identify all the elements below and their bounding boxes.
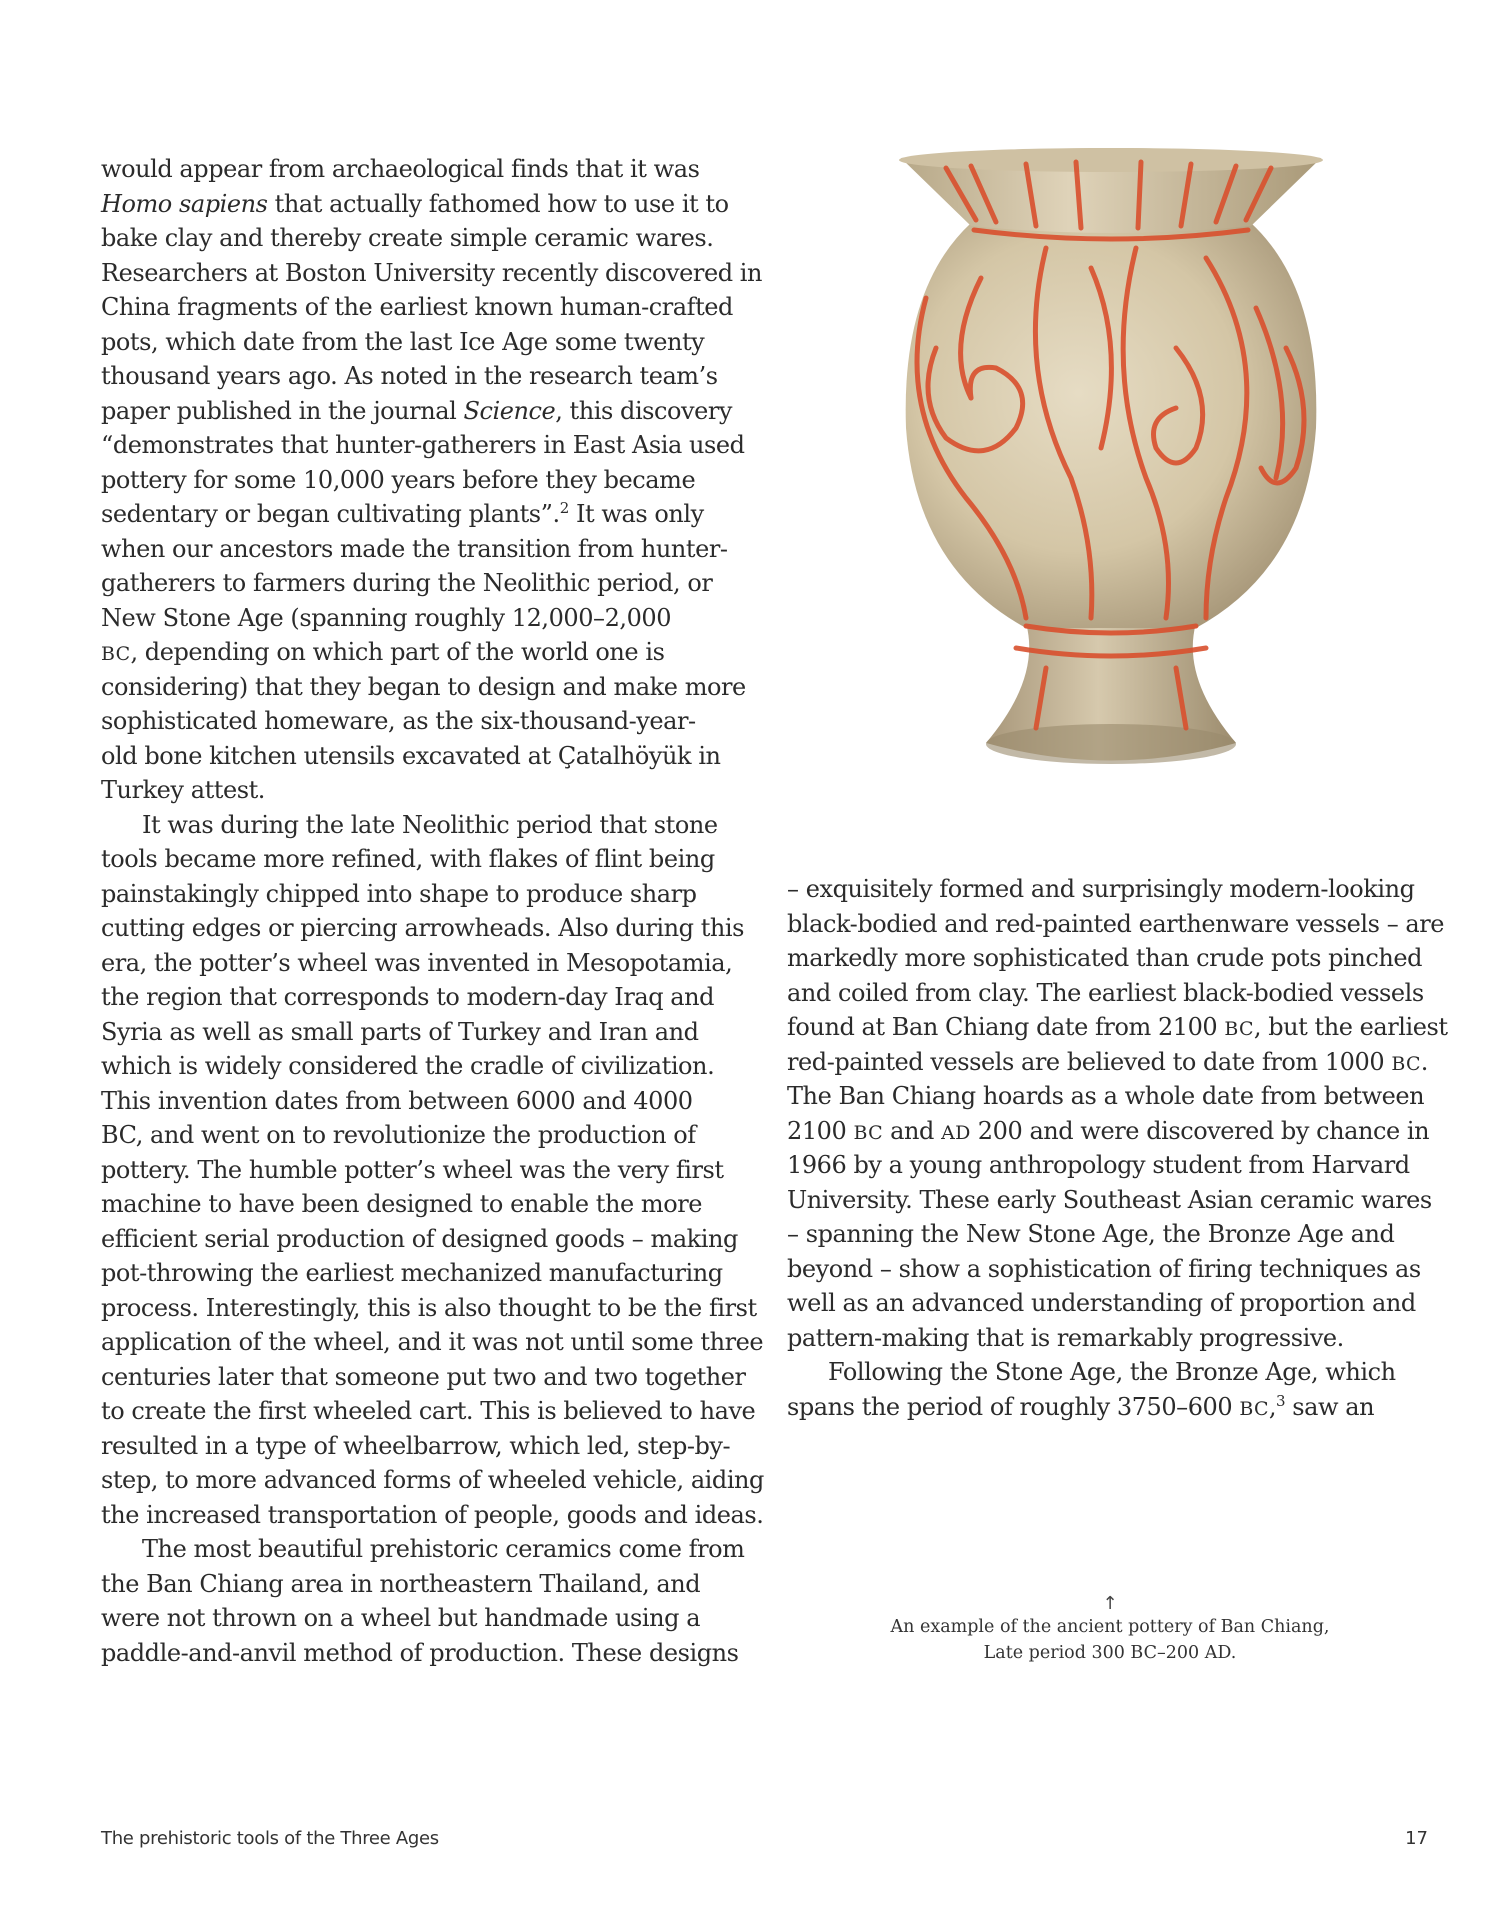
left-column: [101, 152, 764, 1670]
text-line: well as an advanced understanding of proportion and: [787, 1289, 1416, 1317]
text-line: BC, and went on to revolutionize the production of: [101, 1121, 696, 1149]
text-line: paddle-and-anvil method of production. These designs: [101, 1638, 739, 1667]
caption-line: An example of the ancient pottery of Ban Chiang,: [890, 1617, 1330, 1637]
text-line: 1966 by a young anthropology student from Harvard: [787, 1151, 1410, 1179]
text-line: red-painted vessels are believed to date from 1000 BC.: [787, 1047, 1428, 1076]
pot-body: [906, 223, 1317, 628]
text-line: pots, which date from the last Ice Age some twenty: [101, 327, 705, 356]
text-line: “demonstrates that hunter-gatherers in East Asia used: [101, 431, 745, 459]
text-line: which is widely considered the cradle of civilization.: [101, 1052, 715, 1080]
text-line: bake clay and thereby create simple ceramic wares.: [101, 224, 714, 252]
text-line: The Ban Chiang hoards as a whole date from between: [787, 1082, 1425, 1110]
text-line: the increased transportation of people, goods and ideas.: [101, 1500, 764, 1529]
text-line: considering) that they began to design and make more: [101, 672, 746, 701]
text-line: the region that corresponds to modern-day Iraq and: [101, 983, 715, 1011]
footnote-ref: 2: [559, 499, 569, 517]
journal-title: Science: [463, 396, 556, 425]
text-line: sophisticated homeware, as the six-thousand-year-: [101, 707, 696, 735]
text-line: would appear from archaeological finds that it was: [101, 155, 700, 183]
text-line: pot-throwing the earliest mechanized manufacturing: [101, 1259, 723, 1287]
text-line: It was during the late Neolithic period that stone: [142, 810, 718, 839]
text-line: gatherers to farmers during the Neolithic period, or: [101, 569, 713, 597]
text-line: to create the first wheeled cart. This is believed to have: [101, 1397, 756, 1425]
text-line: thousand years ago. As noted in the research team’s: [101, 362, 718, 390]
text-line: found at Ban Chiang date from 2100 BC, but the earliest: [787, 1013, 1448, 1041]
text-line: Homo sapiens that actually fathomed how to use it to: [101, 189, 729, 218]
text-line: markedly more sophisticated than crude pots pinched: [787, 944, 1422, 972]
text-line: BC, depending on which part of the world one is: [101, 638, 665, 666]
text-line: cutting edges or piercing arrowheads. Also during this: [101, 914, 744, 942]
text-line: machine to have been designed to enable the more: [101, 1190, 703, 1218]
ban-chiang-pot-figure: [876, 148, 1346, 788]
text-line: tools became more refined, with flakes of flint being: [101, 845, 715, 873]
text-line: sedentary or began cultivating plants”.$^2$ It was only: [101, 499, 704, 528]
page-number: 17: [1405, 1828, 1428, 1849]
text-line: when our ancestors made the transition from hunter-: [101, 534, 728, 563]
text-line: resulted in a type of wheelbarrow, which led, step-by-: [101, 1431, 731, 1460]
arrow-up-icon: ↑: [1102, 1593, 1118, 1614]
text-line: – exquisitely formed and surprisingly modern-looking: [787, 875, 1415, 903]
text-line: process. Interestingly, this is also thought to be the first: [101, 1293, 757, 1322]
text-line: painstakingly chipped into shape to produce sharp: [101, 879, 697, 908]
text-line: paper published in the journal Science, this discovery: [101, 396, 733, 425]
text-line: The most beautiful prehistoric ceramics come from: [142, 1535, 745, 1563]
footnote-ref: 3: [1276, 1391, 1286, 1410]
text-line: were not thrown on a wheel but handmade using a: [101, 1604, 701, 1632]
text-line: New Stone Age (spanning roughly 12,000–2,000: [101, 603, 672, 632]
text-line: Turkey attest.: [101, 776, 265, 804]
text-line: pattern-making that is remarkably progressive.: [787, 1323, 1344, 1352]
text-line: – spanning the New Stone Age, the Bronze Age and: [787, 1220, 1395, 1248]
text-line: 2100 BC and AD 200 and were discovered by chance in: [787, 1116, 1430, 1145]
text-line: Researchers at Boston University recently discovered in: [101, 258, 763, 287]
text-line: application of the wheel, and it was not until some three: [101, 1328, 764, 1356]
text-line: pottery for some 10,000 years before they became: [101, 465, 696, 494]
text-line: the Ban Chiang area in northeastern Thailand, and: [101, 1569, 701, 1598]
pot-base-rim: [986, 724, 1236, 764]
text-line: Syria as well as small parts of Turkey and Iran and: [101, 1017, 699, 1046]
figure-caption: [865, 1594, 1355, 1666]
caption-line: Late period 300 BC–200 AD.: [983, 1643, 1237, 1663]
text-line: and coiled from clay. The earliest black-bodied vessels: [787, 978, 1424, 1007]
text-line: Following the Stone Age, the Bronze Age, which: [828, 1358, 1396, 1386]
text-line: This invention dates from between 6000 and 4000: [101, 1086, 693, 1115]
right-column: [787, 872, 1448, 1424]
text-line: black-bodied and red-painted earthenware vessels – are: [787, 909, 1445, 938]
text-line: University. These early Southeast Asian ceramic wares: [787, 1185, 1432, 1214]
text-line: spans the period of roughly 3750–600 BC,$^3$ saw an: [787, 1391, 1375, 1421]
text-line: efficient serial production of designed goods – making: [101, 1224, 738, 1253]
text-line: centuries later that someone put two and two together: [101, 1362, 746, 1391]
text-line: pottery. The humble potter’s wheel was the very first: [101, 1155, 724, 1184]
pot-rim: [899, 148, 1323, 172]
text-line: beyond – show a sophistication of firing techniques as: [787, 1254, 1421, 1283]
pottery-illustration: [876, 148, 1346, 788]
text-line: old bone kitchen utensils excavated at Çatalhöyük in: [101, 741, 721, 770]
text-line: era, the potter’s wheel was invented in Mesopotamia,: [101, 948, 733, 977]
text-line: China fragments of the earliest known human-crafted: [101, 293, 733, 321]
species-name: Homo sapiens: [101, 189, 268, 218]
running-title: The prehistoric tools of the Three Ages: [101, 1828, 439, 1849]
text-line: step, to more advanced forms of wheeled vehicle, aiding: [101, 1466, 764, 1494]
